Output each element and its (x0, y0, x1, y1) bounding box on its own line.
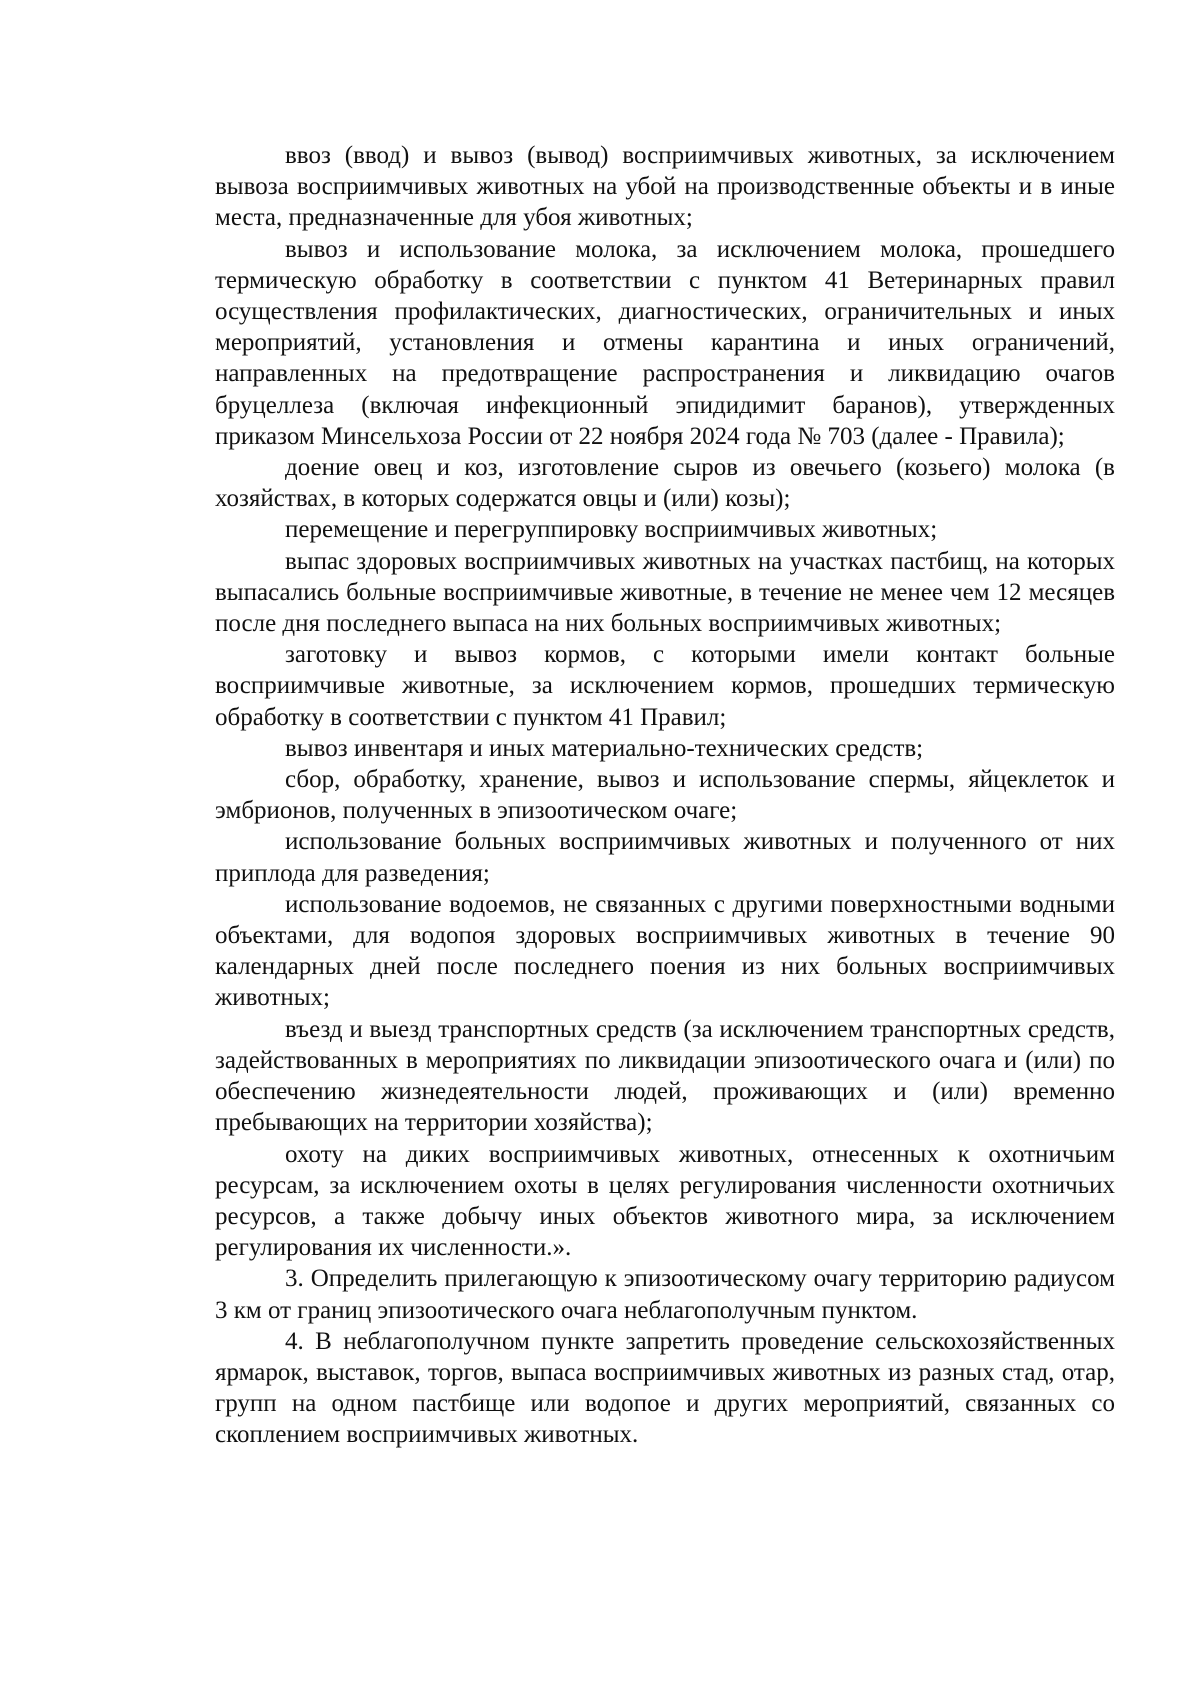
paragraph-breeding-ban: использование больных восприимчивых животных и полученного от них приплода для разведения; (215, 828, 1115, 887)
paragraph-vehicle-ban: въезд и выезд транспортных средств (за исключением транспортных средств, задействованных в мероприятиях по ликвидации эпизоотического очага и (или) по обеспечению жизнедеятельности людей, проживающих и (или) временно пребывающих на территории хозяйства); (215, 1015, 1115, 1137)
paragraph-regrouping-ban: перемещение и перегруппировку восприимчивых животных; (285, 516, 938, 544)
paragraph-water-ban: использование водоемов, не связанных с другими поверхностными водными объектами, для водопоя здоровых восприимчивых животных в течение 90 календарных дней после последнего поения из них больных восприимчивых животных; (215, 890, 1115, 1012)
paragraph-item-3: 3. Определить прилегающую к эпизоотическому очагу территорию радиусом 3 км от границ эпизоотического очага неблагополучным пунктом. (215, 1265, 1115, 1324)
paragraph-grazing-ban: выпас здоровых восприимчивых животных на участках пастбищ, на которых выпасались больные восприимчивые животные, в течение не менее чем 12 месяцев после дня последнего выпаса на них больных восприимчивых животных; (215, 547, 1115, 638)
paragraph-item-4: 4. В неблагополучном пункте запретить проведение сельскохозяйственных ярмарок, выставок, торгов, выпаса восприимчивых животных из разных стад, отар, групп на одном пастбище или водопое и других мероприятий, связанных со скоплением восприимчивых животных. (215, 1327, 1115, 1449)
paragraph-inventory-ban: вывоз инвентаря и иных материально-технических средств; (285, 734, 924, 762)
paragraph-import-export-ban: ввоз (ввод) и вывоз (вывод) восприимчивых животных, за исключением вывоза восприимчивых животных на убой на производственные объекты и в иные места, предназначенные для убоя животных; (215, 142, 1115, 232)
paragraph-hunting-ban: охоту на диких восприимчивых животных, отнесенных к охотничьим ресурсам, за исключением охоты в целях регулирования численности охотничьих ресурсов, а также добычу иных объектов животного мира, за исключением регулирования их численности.». (215, 1140, 1115, 1262)
document-page (215, 140, 1115, 1451)
paragraph-milking-cheese-ban: доение овец и коз, изготовление сыров из овечьего (козьего) молока (в хозяйствах, в которых содержатся овцы и (или) козы); (215, 454, 1115, 513)
paragraph-milk-ban: вывоз и использование молока, за исключением молока, прошедшего термическую обработку в соответствии с пунктом 41 Ветеринарных правил осуществления профилактических, диагностических, ограничительных и иных мероприятий, установления и отмены карантина и иных ограничений, направленных на предотвращение распространения и ликвидацию очагов бруцеллеза (включая инфекционный эпидидимит баранов), утвержденных приказом Минсельхоза России от 22 ноября 2024 года № 703 (далее - Правила); (215, 235, 1115, 450)
paragraph-sperm-embryo-ban: сбор, обработку, хранение, вывоз и использование спермы, яйцеклеток и эмбрионов, полученных в эпизоотическом очаге; (215, 766, 1115, 825)
paragraph-feed-ban: заготовку и вывоз кормов, с которыми имели контакт больные восприимчивые животные, за исключением кормов, прошедших термическую обработку в соответствии с пунктом 41 Правил; (215, 641, 1115, 731)
